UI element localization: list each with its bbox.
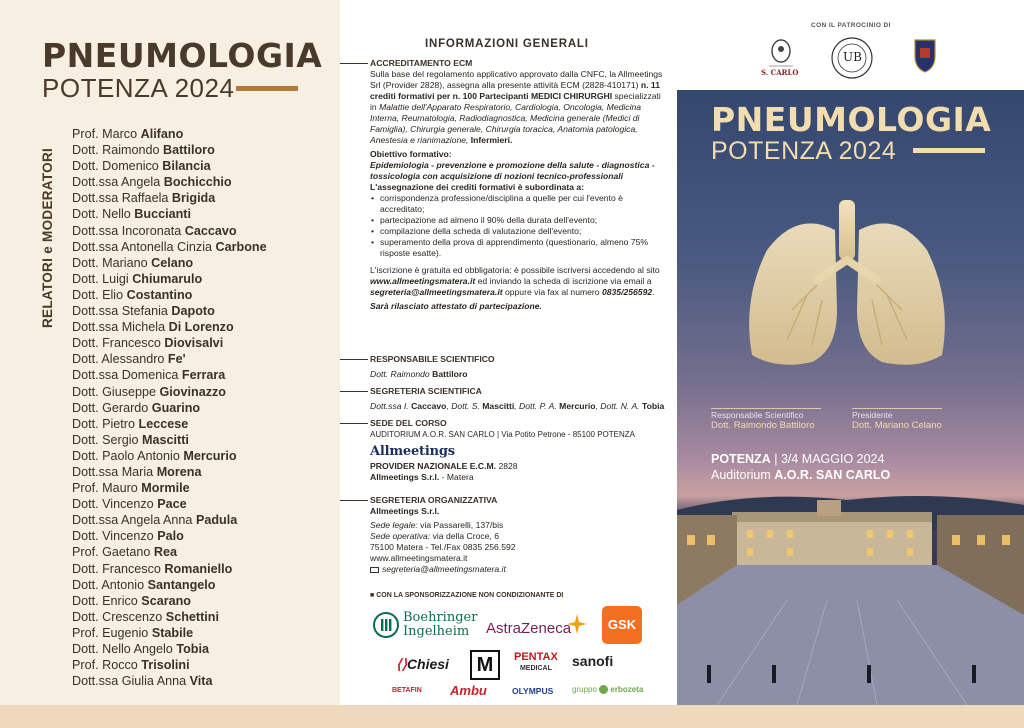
accent-bar <box>236 86 298 91</box>
speaker-item <box>72 126 267 142</box>
speaker-prefix: Prof. Gaetano <box>72 545 151 560</box>
speaker-prefix: Dott. Alessandro <box>72 352 165 367</box>
speaker-item <box>72 271 267 287</box>
speaker-item <box>72 416 267 432</box>
gruppo-word: gruppo <box>572 685 597 694</box>
seal-san-carlo-text: S. CARLO <box>761 68 799 77</box>
boehringer-word: Boehringer <box>403 610 478 625</box>
ecm-title: ACCREDITAMENTO ECM <box>370 58 668 69</box>
speaker-prefix: Dott.ssa Stefania <box>72 304 168 319</box>
reg-fax: 0835/256592 <box>601 287 653 297</box>
vertical-label: RELATORI e MODERATORI <box>40 147 55 328</box>
speaker-item <box>72 544 267 560</box>
speaker-item <box>72 174 267 190</box>
university-seal-text: UB <box>843 50 862 64</box>
segsci-prefix: , Dott. S. <box>446 401 483 411</box>
speaker-item <box>72 287 267 303</box>
speaker-surname: Carbone <box>215 239 267 254</box>
chiesi-icon: ⟨⟩ <box>396 656 407 672</box>
resp-prefix: Dott. Raimondo <box>370 369 433 379</box>
speaker-prefix: Dott. Mariano <box>72 255 148 270</box>
speaker-item <box>72 561 267 577</box>
provider-number: 2828 <box>496 461 518 471</box>
speaker-surname: Buccianti <box>134 207 191 222</box>
info-heading: INFORMAZIONI GENERALI <box>425 38 589 50</box>
speaker-item <box>72 223 267 239</box>
legal-label: Sede legale: <box>370 520 418 530</box>
sponsor-title: ■ CON LA SPONSORIZZAZIONE NON CONDIZIONANTE DI <box>370 592 563 599</box>
speaker-item <box>72 206 267 222</box>
speaker-item <box>72 528 267 544</box>
condition-item: • compilazione della scheda di valutazione dell'evento; <box>370 226 668 237</box>
segsci-name: Mascitti <box>482 401 515 411</box>
speaker-prefix: Dott.ssa Domenica <box>72 368 179 383</box>
cover-city: POTENZA <box>711 452 771 466</box>
ingelheim-word: Ingelheim <box>403 624 470 639</box>
speaker-prefix: Prof. Eugenio <box>72 625 149 640</box>
resp-name: Battiloro <box>432 369 468 379</box>
segsci-name: Caccavo <box>411 401 447 411</box>
speaker-prefix: Dott. Giuseppe <box>72 384 157 399</box>
cover-resp-name <box>711 420 815 431</box>
cover-venue-b: A.O.R. SAN CARLO <box>774 468 891 482</box>
segorg-section <box>370 495 668 575</box>
segsci-prefix: Dott.ssa I. <box>370 401 412 411</box>
speaker-prefix: Prof. Rocco <box>72 658 138 673</box>
conditions-title: L'assegnazione dei crediti formativi è subordinata a: <box>370 182 585 192</box>
speaker-prefix: Dott. Luigi <box>72 271 129 286</box>
speaker-item <box>72 255 267 271</box>
speaker-item <box>72 496 267 512</box>
speaker-surname: Ferrara <box>181 368 226 383</box>
speaker-surname: Schettini <box>165 609 219 624</box>
speaker-surname: Pace <box>157 497 187 512</box>
speaker-prefix: Dott. Enrico <box>72 593 138 608</box>
vertical-label-wrap <box>40 128 60 328</box>
segsci-prefix: , Dott. N. A. <box>595 401 642 411</box>
speaker-surname: Leccese <box>138 416 189 431</box>
speaker-surname: Celano <box>151 255 194 270</box>
cover-image <box>677 90 1024 705</box>
speaker-prefix: Dott.ssa Incoronata <box>72 223 182 238</box>
reg-b: ed inviando la scheda di iscrizione via email a <box>475 276 652 286</box>
speaker-surname: Brigida <box>171 191 216 206</box>
cover-venue-a: Auditorium <box>711 468 775 482</box>
speaker-surname: Rea <box>153 545 178 560</box>
speaker-prefix: Dott. Gerardo <box>72 400 149 415</box>
segsci-names <box>370 401 668 412</box>
speaker-item <box>72 609 267 625</box>
conditions-list <box>370 193 668 259</box>
segorg-mail[interactable]: segreteria@allmeetingsmatera.it <box>382 564 506 574</box>
sede-title: SEDE DEL CORSO <box>370 418 668 429</box>
speaker-surname: Bilancia <box>162 159 211 174</box>
seal-university <box>830 36 874 85</box>
speaker-surname: Costantino <box>126 287 193 302</box>
left-title: PNEUMOLOGIA <box>42 36 323 75</box>
speaker-surname: Trisolini <box>141 658 190 673</box>
erbozeta-logo <box>572 685 643 694</box>
speaker-prefix: Dott.ssa Raffaela <box>72 191 169 206</box>
speaker-item <box>72 190 267 206</box>
speaker-prefix: Prof. Marco <box>72 127 138 141</box>
reg-a: L'iscrizione è gratuita ed obbligatoria: è possibile iscriversi accedendo al sito <box>370 265 660 275</box>
segsci-title: SEGRETERIA SCIENTIFICA <box>370 386 668 397</box>
ordine-coat-of-arms-icon <box>912 36 938 76</box>
provider-label: PROVIDER NAZIONALE E.C.M. <box>370 461 497 471</box>
speaker-item <box>72 351 267 367</box>
reg-email[interactable]: segreteria@allmeetingsmatera.it <box>370 287 503 297</box>
speaker-item <box>72 335 267 351</box>
cover-resp-prefix: Dott. <box>711 420 734 431</box>
speaker-surname: Mascitti <box>142 432 189 447</box>
piazza-illustration <box>677 490 1024 705</box>
objective-title: Obiettivo formativo: <box>370 149 452 159</box>
speaker-prefix: Dott. Crescenzo <box>72 609 163 624</box>
objective-text: Epidemiologia - prevenzione e promozione della salute - diagnostica - tossicologia con acquisizione di nozioni tecnico-professionali <box>370 160 655 181</box>
op-label: Sede operativa: <box>370 531 431 541</box>
attestato-text: Sarà rilasciato attestato di partecipazione. <box>370 301 542 311</box>
speaker-item <box>72 142 267 158</box>
mv-logo: M <box>470 650 500 680</box>
ambu-logo: Ambu <box>450 683 487 698</box>
speaker-surname: Mormile <box>141 481 190 496</box>
speaker-prefix: Dott. Raimondo <box>72 143 160 158</box>
speaker-surname: Tobia <box>176 642 209 656</box>
sanofi-logo: sanofi <box>572 653 614 669</box>
erbozeta-icon <box>599 685 608 694</box>
speaker-surname: Stabile <box>151 625 194 640</box>
speaker-prefix: Dott. Paolo Antonio <box>72 448 180 463</box>
provider-section <box>370 446 668 483</box>
patrocinio-label: CON IL PATROCINIO DI <box>811 22 891 29</box>
speaker-surname: Di Lorenzo <box>168 320 234 335</box>
cover-title: PNEUMOLOGIA <box>711 100 992 139</box>
allmeetings-logo: Allmeetings <box>370 444 455 459</box>
cover-subtitle: POTENZA 2024 <box>711 137 897 165</box>
speaker-surname: Morena <box>156 464 202 479</box>
speaker-item <box>72 480 267 496</box>
reg-d: . <box>652 287 655 297</box>
condition-item: • corrispondenza professione/disciplina a quelle per cui l'evento è accreditato; <box>370 193 668 215</box>
segsci-name: Mercurio <box>559 401 596 411</box>
speaker-item <box>72 512 267 528</box>
cover-panel <box>677 0 1024 728</box>
betafin-logo: BETAFIN <box>392 687 422 694</box>
chiesi-word: Chiesi <box>406 656 449 672</box>
pres-divider <box>852 408 942 409</box>
segorg-city: 75100 Matera - Tel./Fax 0835 256.592 <box>370 542 516 552</box>
ecm-paragraph <box>370 69 668 146</box>
speaker-prefix: Dott.ssa Michela <box>72 320 166 335</box>
speaker-prefix: Dott. Vincenzo <box>72 529 154 544</box>
cover-venue <box>711 468 890 482</box>
speaker-item <box>72 158 267 174</box>
ecm-credits: n. 11 crediti formativi per n. 100 Partecipanti MEDICI CHIRURGHI <box>370 80 660 101</box>
registration-text <box>370 265 668 298</box>
speaker-prefix: Dott.ssa Antonella Cinzia <box>72 239 213 254</box>
sede-text: AUDITORIUM A.O.R. SAN CARLO | Via Potito Petrone - 85100 POTENZA <box>370 430 635 439</box>
speaker-item <box>72 319 267 335</box>
astrazeneca-logo: AstraZeneca <box>486 620 572 637</box>
reg-url[interactable]: www.allmeetingsmatera.it <box>370 276 476 286</box>
olympus-logo: OLYMPUS <box>512 686 554 696</box>
resp-section <box>370 354 668 380</box>
provider-city: - Matera <box>439 472 474 482</box>
speaker-surname: Diovisalvi <box>164 336 224 351</box>
speaker-item <box>72 577 267 593</box>
speakers-list <box>72 126 267 689</box>
speaker-prefix: Dott. Elio <box>72 287 124 302</box>
pentax-logo <box>514 652 558 674</box>
speaker-surname: Alifano <box>140 127 184 141</box>
condition-item: • superamento della prova di apprendimento (questionario, almeno 75% risposte esatte). <box>370 237 668 259</box>
speaker-item <box>72 303 267 319</box>
cover-event-line: POTENZA | 3/4 MAGGIO 2024 <box>711 452 885 466</box>
speaker-prefix: Dott. Nello Angelo <box>72 642 173 656</box>
cover-pres-role: Presidente <box>852 410 893 420</box>
bottom-strip <box>0 705 1024 728</box>
speaker-item <box>72 641 267 657</box>
lungs-illustration <box>737 190 957 380</box>
speaker-surname: Dapoto <box>171 304 215 319</box>
speaker-surname: Santangelo <box>147 577 216 592</box>
legal-address: via Passarelli, 137/bis <box>417 520 504 530</box>
cover-date: 3/4 MAGGIO 2024 <box>780 452 885 466</box>
ecm-section <box>370 58 668 312</box>
op-address: via della Croce, 6 <box>430 531 499 541</box>
boehringer-text <box>403 611 477 639</box>
gsk-logo: GSK <box>602 606 642 644</box>
speaker-item <box>72 239 267 255</box>
speaker-item <box>72 673 267 689</box>
boehringer-logo <box>373 612 399 643</box>
speaker-surname: Guarino <box>151 400 201 415</box>
cover-resp-fullname: Raimondo Battiloro <box>733 420 815 431</box>
speaker-prefix: Dott. Francesco <box>72 561 161 576</box>
resp-divider <box>711 408 821 409</box>
provider-company: Allmeetings S.r.l. <box>370 472 440 482</box>
cover-pres-name <box>852 420 942 431</box>
speaker-surname: Palo <box>157 529 184 544</box>
speaker-prefix: Dott.ssa Giulia Anna <box>72 674 187 689</box>
speaker-surname: Padula <box>195 513 238 528</box>
seal-ordine <box>912 36 938 81</box>
speaker-item <box>72 448 267 464</box>
speakers-panel <box>0 0 340 728</box>
ecm-text-a: Sulla base del regolamento applicativo approvato dalla CNFC, la Allmeetings Srl (Provider 2828), assegna alla presente attività ECM (2828-410171) <box>370 69 663 90</box>
speaker-surname: Scarano <box>141 593 191 608</box>
ecm-text-c: specializzati in <box>370 91 661 112</box>
left-subtitle: POTENZA 2024 <box>42 73 235 103</box>
chiesi-logo <box>396 656 449 673</box>
segsci-prefix: , Dott. P. A. <box>514 401 560 411</box>
erbozeta-word: erbozeta <box>610 685 644 694</box>
speaker-surname: Romaniello <box>164 561 233 576</box>
cover-pres-fullname: Mariano Celano <box>874 420 942 431</box>
speaker-prefix: Dott.ssa Angela <box>72 175 161 190</box>
speaker-surname: Fe' <box>167 352 186 367</box>
speaker-item <box>72 625 267 641</box>
mail-icon <box>370 567 379 573</box>
astrazeneca-icon <box>566 612 588 636</box>
speaker-prefix: Dott.ssa Maria <box>72 464 154 479</box>
speaker-surname: Battiloro <box>163 143 215 158</box>
reg-c: oppure via fax al numero <box>502 287 602 297</box>
pentax-word: PENTAX <box>514 651 558 663</box>
speaker-prefix: Dott.ssa Angela Anna <box>72 513 193 528</box>
speaker-prefix: Dott. Sergio <box>72 432 139 447</box>
segsci-section <box>370 386 668 412</box>
segorg-company: Allmeetings S.r.l. <box>370 506 440 516</box>
speaker-prefix: Dott. Antonio <box>72 577 145 592</box>
segsci-name: Tobia <box>641 401 665 411</box>
speaker-surname: Bochicchio <box>163 175 232 190</box>
speaker-surname: Vita <box>189 674 213 689</box>
medical-word: MEDICAL <box>519 665 552 672</box>
boehringer-icon <box>373 612 399 638</box>
speaker-item <box>72 657 267 673</box>
speaker-prefix: Prof. Mauro <box>72 481 138 496</box>
cover-resp-role: Responsabile Scientifico <box>711 410 804 420</box>
speaker-prefix: Dott. Pietro <box>72 416 135 431</box>
speaker-prefix: Dott. Francesco <box>72 336 161 351</box>
segorg-title: SEGRETERIA ORGANIZZATIVA <box>370 495 668 506</box>
speaker-surname: Chiumarulo <box>132 271 203 286</box>
speaker-surname: Caccavo <box>184 223 237 238</box>
speaker-item <box>72 464 267 480</box>
speaker-prefix: Dott. Domenico <box>72 159 159 174</box>
speaker-item <box>72 384 267 400</box>
speaker-surname: Giovinazzo <box>159 384 226 399</box>
ecm-disciplines: Malattie dell'Apparato Respiratorio, Cardiologia, Oncologia, Medicina Interna, Reumatologia, Radiodiagnostica, Medicina generale (Medici di Famiglia), Chirurgia generale, Chirurgia toracica, Anatomia patologica, Anestesia e rianimazione, <box>370 102 642 145</box>
speaker-item <box>72 432 267 448</box>
speaker-prefix: Dott. Nello <box>72 207 131 222</box>
cover-pres-prefix: Dott. <box>852 420 875 431</box>
speaker-surname: Mercurio <box>183 448 237 463</box>
segorg-web[interactable]: www.allmeetingsmatera.it <box>370 553 468 563</box>
speaker-prefix: Dott. Vincenzo <box>72 497 154 512</box>
sede-section <box>370 418 668 440</box>
speaker-item <box>72 367 267 383</box>
cover-accent-bar <box>913 148 985 153</box>
speaker-item <box>72 593 267 609</box>
info-panel <box>340 0 677 728</box>
condition-item: • partecipazione ad almeno il 90% della durata dell'evento; <box>370 215 668 226</box>
ecm-nurses: Infermieri. <box>468 135 513 145</box>
speaker-item <box>72 400 267 416</box>
seal-san-carlo <box>763 36 799 87</box>
resp-title: RESPONSABILE SCIENTIFICO <box>370 354 668 365</box>
